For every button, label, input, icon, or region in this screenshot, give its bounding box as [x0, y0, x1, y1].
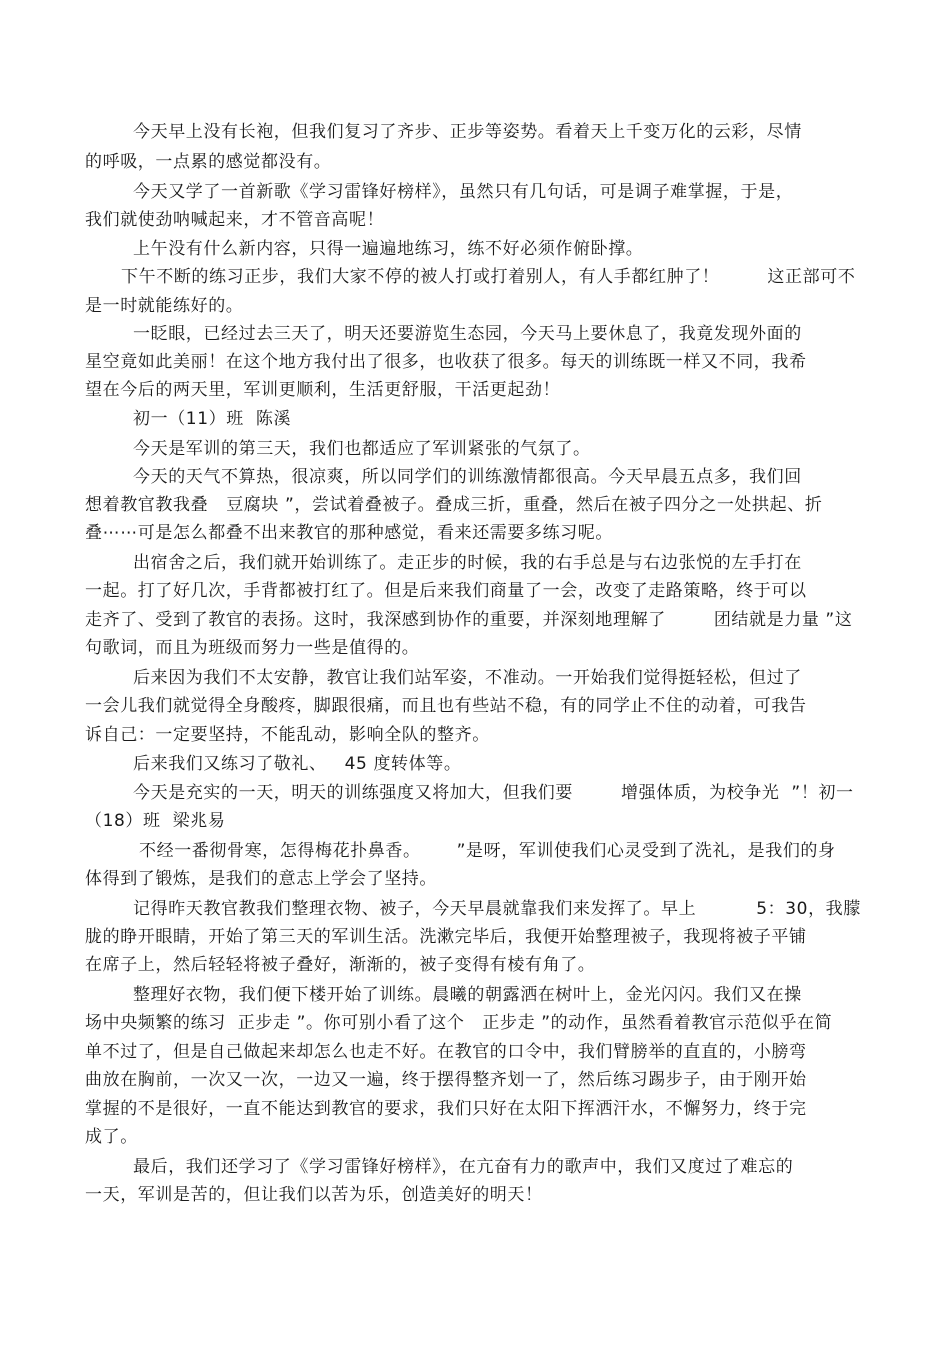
text-line: 场中央频繁的练习 正步走 ”。你可别小看了这个 正步走 ”的动作，虽然看着教官示范似乎在简	[85, 1013, 833, 1033]
text-line: 成了。	[85, 1127, 138, 1147]
text-line: 不经一番彻骨寒，怎得梅花扑鼻香。 ”是呀，军训使我们心灵受到了洗礼，是我们的身	[139, 841, 836, 861]
text-line: 望在今后的两天里，军训更顺利，生活更舒服，干活更起劲！	[85, 380, 561, 400]
text-line: 掌握的不是很好，一直不能达到教官的要求，我们只好在太阳下挥洒汗水，不懈努力，终于完	[85, 1099, 807, 1119]
text-line: 一天，军训是苦的，但让我们以苦为乐，创造美好的明天！	[85, 1185, 543, 1205]
text-line: 的呼吸，一点累的感觉都没有。	[85, 152, 332, 172]
text-line: 后来我们又练习了敬礼、 45 度转体等。	[133, 754, 462, 774]
text-line: 星空竟如此美丽！在这个地方我付出了很多，也收获了很多。每天的训练既一样又不同，我希	[85, 352, 807, 372]
text-line: 胧的睁开眼睛，开始了第三天的军训生活。洗漱完毕后，我便开始整理被子，我现将被子平铺	[85, 927, 807, 947]
text-line: 叠⋯⋯可是怎么都叠不出来教官的那种感觉，看来还需要多练习呢。	[85, 523, 613, 543]
text-line: 单不过了，但是自己做起来却怎么也走不好。在教官的口令中，我们臂膀举的直直的，小膀弯	[85, 1042, 807, 1062]
text-line: 记得昨天教官教我们整理衣物、被子，今天早晨就靠我们来发挥了。早上 5：30，我朦	[133, 899, 861, 919]
text-line: 想着教官教我叠 豆腐块 ”，尝试着叠被子。叠成三折，重叠，然后在被子四分之一处拱起、折	[85, 495, 823, 515]
text-line: 初一（11）班 陈溪	[133, 409, 292, 429]
text-line: 在席子上，然后轻轻将被子叠好，渐渐的，被子变得有棱有角了。	[85, 955, 596, 975]
text-line: 上午没有什么新内容，只得一遍遍地练习，练不好必须作俯卧撑。	[133, 239, 644, 259]
text-line: 是一时就能练好的。	[85, 296, 244, 316]
text-line: 今天是军训的第三天，我们也都适应了军训紧张的气氛了。	[133, 439, 591, 459]
text-line: （18）班 梁兆易	[85, 811, 226, 831]
text-line: 曲放在胸前，一次又一次，一边又一遍，终于摆得整齐划一了，然后练习踢步子，由于刚开始	[85, 1070, 807, 1090]
text-line: 后来因为我们不太安静，教官让我们站军姿，不准动。一开始我们觉得挺轻松，但过了	[133, 668, 802, 688]
text-line: 一起。打了好几次，手背都被打红了。但是后来我们商量了一会，改变了走路策略，终于可以	[85, 581, 807, 601]
text-line: 句歌词，而且为班级而努力一些是值得的。	[85, 638, 420, 658]
text-line: 一眨眼，已经过去三天了，明天还要游览生态园，今天马上要休息了，我竟发现外面的	[133, 324, 802, 344]
text-line: 走齐了、受到了教官的表扬。这时，我深感到协作的重要，并深刻地理解了 团结就是力量 ”这	[85, 610, 853, 630]
text-line: 今天又学了一首新歌《学习雷锋好榜样》，虽然只有几句话，可是调子难掌握，于是，	[133, 182, 794, 202]
text-line: 出宿舍之后，我们就开始训练了。走正步的时候，我的右手总是与右边张悦的左手打在	[133, 553, 802, 573]
text-line: 今天是充实的一天，明天的训练强度又将加大，但我们要 增强体质，为校争光 ”！初一	[133, 783, 854, 803]
text-line: 体得到了锻炼，是我们的意志上学会了坚持。	[85, 869, 437, 889]
text-line: 今天早上没有长袍，但我们复习了齐步、正步等姿势。看着天上千变万化的云彩，尽情	[133, 122, 802, 142]
text-line: 整理好衣物，我们便下楼开始了训练。晨曦的朝露洒在树叶上，金光闪闪。我们又在操	[133, 985, 802, 1005]
text-line: 下午不断的练习正步，我们大家不停的被人打或打着别人，有人手都红肿了！ 这正部可不	[121, 267, 856, 287]
text-line: 我们就使劲呐喊起来，才不管音高呢！	[85, 210, 385, 230]
text-line: 一会儿我们就觉得全身酸疼，脚跟很痛，而且也有些站不稳，有的同学止不住的动着，可我告	[85, 696, 807, 716]
text-line: 今天的天气不算热，很凉爽，所以同学们的训练激情都很高。今天早晨五点多，我们回	[133, 467, 802, 487]
text-line: 诉自己：一定要坚持，不能乱动，影响全队的整齐。	[85, 725, 490, 745]
text-line: 最后，我们还学习了《学习雷锋好榜样》，在亢奋有力的歌声中，我们又度过了难忘的	[133, 1157, 794, 1177]
